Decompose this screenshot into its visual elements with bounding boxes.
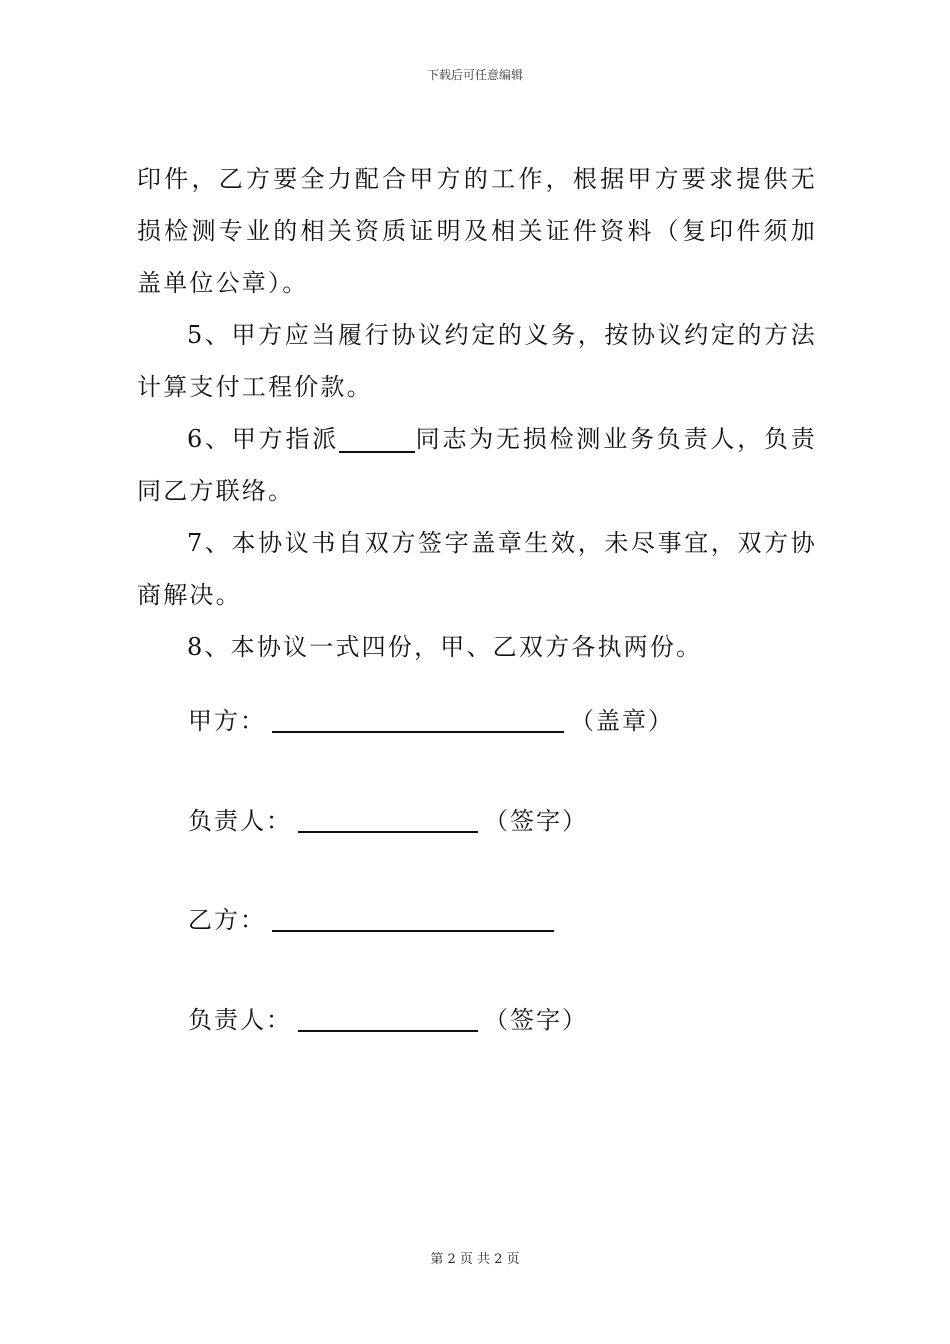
person-b-signature-row xyxy=(188,1002,588,1038)
person-b-signature-line[interactable] xyxy=(298,1002,478,1032)
paragraph-continued: 印件，乙方要全力配合甲方的工作，根据甲方要求提供无损检测专业的相关资质证明及相关证件资料（复印件须加盖单位公章）。 xyxy=(137,165,817,297)
responsible-person-blank[interactable] xyxy=(339,419,415,453)
person-b-label: 负责人： xyxy=(188,1006,292,1034)
party-b-signature-line[interactable] xyxy=(272,902,554,932)
paragraph-clause-8: 8、本协议一式四份，甲、乙双方各执两份。 xyxy=(187,633,703,661)
party-b-label: 乙方： xyxy=(188,906,266,934)
page-header-note: 下载后可任意编辑 xyxy=(426,68,523,82)
party-b-signature-row xyxy=(188,902,560,938)
clause-6-text-after: 同志为无损检测业务负责人，负责同乙方联络。 xyxy=(137,425,817,505)
party-a-label: 甲方： xyxy=(188,707,266,735)
paragraph-clause-5: 5、甲方应当履行协议约定的义务，按协议约定的方法计算支付工程价款。 xyxy=(137,321,817,401)
party-a-seal-note: （盖章） xyxy=(570,707,674,735)
clause-6-text-before: 6、甲方指派 xyxy=(187,425,340,453)
paragraph-clause-6 xyxy=(137,413,817,517)
page-footer-number: 第 2 页 共 2 页 xyxy=(430,1252,520,1267)
person-a-signature-line[interactable] xyxy=(298,803,478,833)
party-a-signature-row xyxy=(188,703,674,739)
party-a-signature-line[interactable] xyxy=(272,703,564,733)
person-b-sign-note: （签字） xyxy=(484,1006,588,1034)
person-a-signature-row xyxy=(188,803,588,839)
paragraph-clause-7: 7、本协议书自双方签字盖章生效，未尽事宜，双方协商解决。 xyxy=(137,529,817,609)
person-a-label: 负责人： xyxy=(188,807,292,835)
person-a-sign-note: （签字） xyxy=(484,807,588,835)
document-body xyxy=(137,153,817,673)
